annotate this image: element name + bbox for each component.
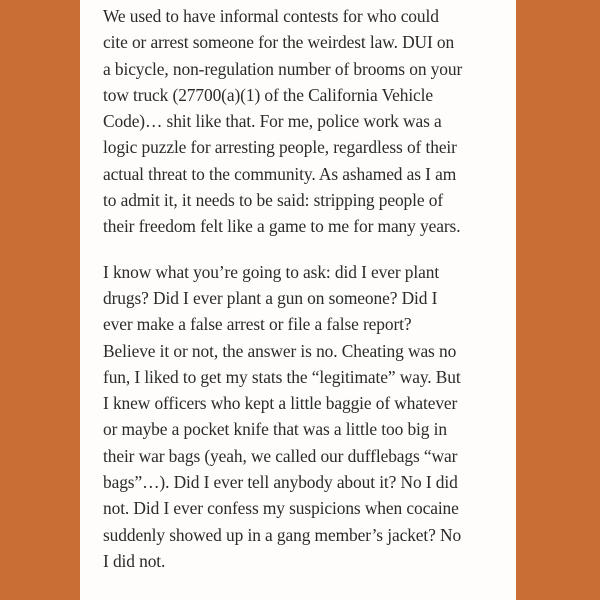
paragraph-2 — [103, 259, 508, 575]
text-line: actual threat to the community. As ashamed as I am — [103, 163, 457, 184]
text-line: not. Did I ever confess my suspicions when cocaine — [103, 498, 459, 519]
text-line: or maybe a pocket knife that was a little too big in — [103, 419, 447, 440]
text-line: their freedom felt like a game to me for many years. — [103, 216, 461, 237]
text-line: logic puzzle for arresting people, regardless of their — [103, 137, 457, 158]
text-line: I did not. — [103, 550, 166, 571]
text-page — [80, 0, 516, 600]
text-line: I knew officers who kept a little baggie of whatever — [103, 393, 458, 414]
text-line: their war bags (yeah, we called our dufflebags “war — [103, 445, 458, 466]
text-line: fun, I liked to get my stats the “legitimate” way. But — [103, 366, 461, 387]
text-line: ever make a false arrest or file a false report? — [103, 314, 412, 335]
text-line: to admit it, it needs to be said: stripping people of — [103, 190, 444, 211]
text-line: bags”…). Did I ever tell anybody about it? No I did — [103, 472, 458, 493]
text-line: I know what you’re going to ask: did I ever plant — [103, 261, 440, 282]
text-body — [103, 3, 508, 574]
paragraph-gap — [103, 240, 508, 259]
text-line: We used to have informal contests for who could — [103, 6, 439, 26]
text-line: tow truck (27700(a)(1) of the California Vehicle — [103, 84, 434, 105]
text-line: suddenly showed up in a gang member’s jacket? No — [103, 524, 462, 545]
text-line: a bicycle, non-regulation number of brooms on your — [103, 58, 463, 79]
text-line: Believe it or not, the answer is no. Cheating was no — [103, 340, 457, 361]
text-line: cite or arrest someone for the weirdest law. DUI on — [103, 32, 455, 53]
text-line: Code)… shit like that. For me, police work was a — [103, 111, 442, 132]
paragraph-1 — [103, 3, 508, 240]
text-line: drugs? Did I ever plant a gun on someone? Did I — [103, 287, 438, 308]
